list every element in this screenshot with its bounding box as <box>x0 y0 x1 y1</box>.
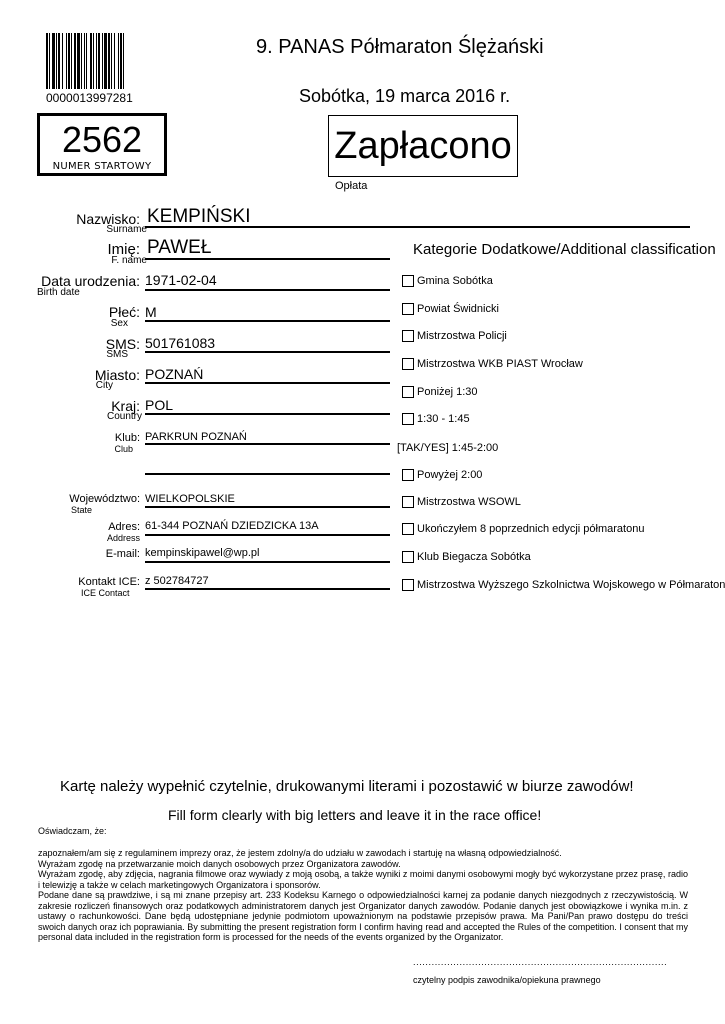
payment-label: Opłata <box>335 180 368 192</box>
start-number-box <box>37 113 167 176</box>
category-checkbox[interactable] <box>402 303 414 315</box>
city-label: Miasto: <box>94 367 140 383</box>
club-value: PARKRUN POZNAŃ <box>145 431 247 443</box>
declaration-paragraph: Podane dane są prawdziwe, i są mi znane przepisy art. 233 Kodeksu Karnego o odpowiedzialności karnej za podanie danych niezgodnych z rzeczywistością. W zakresie rozliczeń finansowych oraz podatkowych administratorem danych jest Organizator danych zawodów. Podanie danych jest obowiązkowe i wynika m.in. z ustawy o rachunkowości. Dane będą udostępniane jedynie podmiotom upoważnionym na podstawie przepisów prawa. Ma Pani/Pan prawo dostępu do treści swoich danych oraz ich poprawiania. By submitting the present registration form I confirm having read and accepted the Rules of the competition. I consent that my personal data included in the registration form is processed for the needs of the events organized by the Organizator. <box>38 890 688 942</box>
start-number: 2562 <box>61 119 143 160</box>
sms-label: SMS: <box>105 336 140 352</box>
sms-line <box>145 351 390 353</box>
birth-value: 1971-02-04 <box>145 272 217 288</box>
event-date: Sobótka, 19 marca 2016 r. <box>299 86 511 106</box>
category-checkbox[interactable] <box>402 551 414 563</box>
ice-sublabel: ICE Contact <box>81 588 130 598</box>
sex-sublabel: Sex <box>110 318 128 329</box>
surname-sublabel: Surname <box>106 224 147 235</box>
sms-sublabel: SMS <box>106 349 128 360</box>
category-label: 1:30 - 1:45 <box>417 413 470 425</box>
category-label: Klub Biegacza Sobótka <box>417 551 531 563</box>
name-line <box>145 258 390 260</box>
declaration-text <box>38 848 688 943</box>
signature-line: .................................................................................. <box>413 957 668 967</box>
category-checkbox[interactable] <box>402 275 414 287</box>
sex-label: Płeć: <box>108 304 140 320</box>
category-label: Mistrzostwa Wyższego Szkolnictwa Wojskowego w Półmaraton <box>417 579 725 591</box>
instruction-en: Fill form clearly with big letters and leave it in the race office! <box>168 807 542 823</box>
category-checkbox[interactable] <box>402 358 414 370</box>
barcode-number: 0000013997281 <box>46 91 133 105</box>
category-label: Mistrzostwa WKB PIAST Wrocław <box>417 358 583 370</box>
category-label: Powiat Świdnicki <box>417 303 499 315</box>
signature-label: czytelny podpis zawodnika/opiekuna prawnego <box>413 975 601 985</box>
country-label: Kraj: <box>111 398 140 414</box>
surname-label: Nazwisko: <box>76 211 140 227</box>
state-sublabel: State <box>71 505 93 515</box>
category-label: Mistrzostwa WSOWL <box>417 496 521 508</box>
address-sublabel: Address <box>106 533 140 543</box>
categories-title: Kategorie Dodatkowe/Additional classification <box>413 241 716 258</box>
country-line <box>145 413 390 415</box>
category-checkbox[interactable] <box>402 496 414 508</box>
birth-line <box>145 289 390 291</box>
birth-label: Data urodzenia: <box>41 273 140 289</box>
name-label: Imię: <box>107 241 140 258</box>
category-label: [TAK/YES] 1:45-2:00 <box>397 442 499 454</box>
address-line <box>145 534 390 536</box>
state-line <box>145 506 390 508</box>
sex-value: M <box>145 304 157 320</box>
payment-status: Zapłacono <box>328 115 518 177</box>
club-extra-line <box>145 473 390 475</box>
email-label: E-mail: <box>105 548 140 560</box>
state-value: WIELKOPOLSKIE <box>145 493 235 505</box>
name-value: PAWEŁ <box>147 237 212 258</box>
category-label: Ukończyłem 8 poprzednich edycji półmaratonu <box>417 523 645 535</box>
ice-value: z 502784727 <box>145 575 209 587</box>
city-value: POZNAŃ <box>145 366 204 382</box>
surname-value: KEMPIŃSKI <box>147 206 251 227</box>
email-value: kempinskipawel@wp.pl <box>145 547 260 559</box>
email-line <box>145 561 390 563</box>
category-checkbox[interactable] <box>402 386 414 398</box>
state-label: Województwo: <box>69 493 140 505</box>
declaration-paragraph: Wyrażam zgodę, aby zdjęcia, nagrania filmowe oraz wywiady z moją osobą, a także wyniki z moimi danymi osobowymi mogły być wykorzystane przez prasę, radio i telewizję a także w celach marketingowych Organizatora i sponsorów. <box>38 869 688 890</box>
surname-line <box>145 226 690 228</box>
declaration-paragraph: Wyrażam zgodę na przetwarzanie moich danych osobowych przez Organizatora zawodów. <box>38 858 401 869</box>
category-checkbox[interactable] <box>402 579 414 591</box>
category-checkbox[interactable] <box>402 330 414 342</box>
ice-label: Kontakt ICE: <box>78 576 140 588</box>
category-label: Poniżej 1:30 <box>417 386 478 398</box>
name-sublabel: F. name <box>111 255 147 266</box>
country-sublabel: Country <box>106 411 142 422</box>
address-label: Adres: <box>108 521 140 533</box>
club-sublabel: Club <box>114 444 133 454</box>
sms-value: 501761083 <box>145 335 216 351</box>
category-label: Gmina Sobótka <box>417 275 493 287</box>
country-value: POL <box>145 397 174 413</box>
category-checkbox[interactable] <box>402 523 414 535</box>
category-label: Mistrzostwa Policji <box>417 330 507 342</box>
declaration-heading: Oświadczam, że: <box>38 826 107 836</box>
instruction-pl: Kartę należy wypełnić czytelnie, drukowanymi literami i pozostawić w biurze zawodów! <box>60 778 634 795</box>
club-line <box>145 443 390 445</box>
barcode <box>46 33 156 89</box>
city-sublabel: City <box>95 380 113 391</box>
club-label: Klub: <box>114 432 140 444</box>
birth-sublabel: Birth date <box>37 287 80 298</box>
city-line <box>145 382 390 384</box>
category-checkbox[interactable] <box>402 413 414 425</box>
category-label: Powyżej 2:00 <box>417 469 483 481</box>
ice-line <box>145 588 390 590</box>
event-title: 9. PANAS Półmaraton Ślężański <box>256 36 544 58</box>
sex-line <box>145 320 390 322</box>
category-checkbox[interactable] <box>402 469 414 481</box>
address-value: 61-344 POZNAŃ DZIEDZICKA 13A <box>145 520 319 532</box>
declaration-paragraph: zapoznałem/am się z regulaminem imprezy oraz, że jestem zdolny/a do udziału w zawodach i startuję na własną odpowiedzialność. <box>38 848 562 858</box>
start-number-label: NUMER STARTOWY <box>52 161 152 172</box>
